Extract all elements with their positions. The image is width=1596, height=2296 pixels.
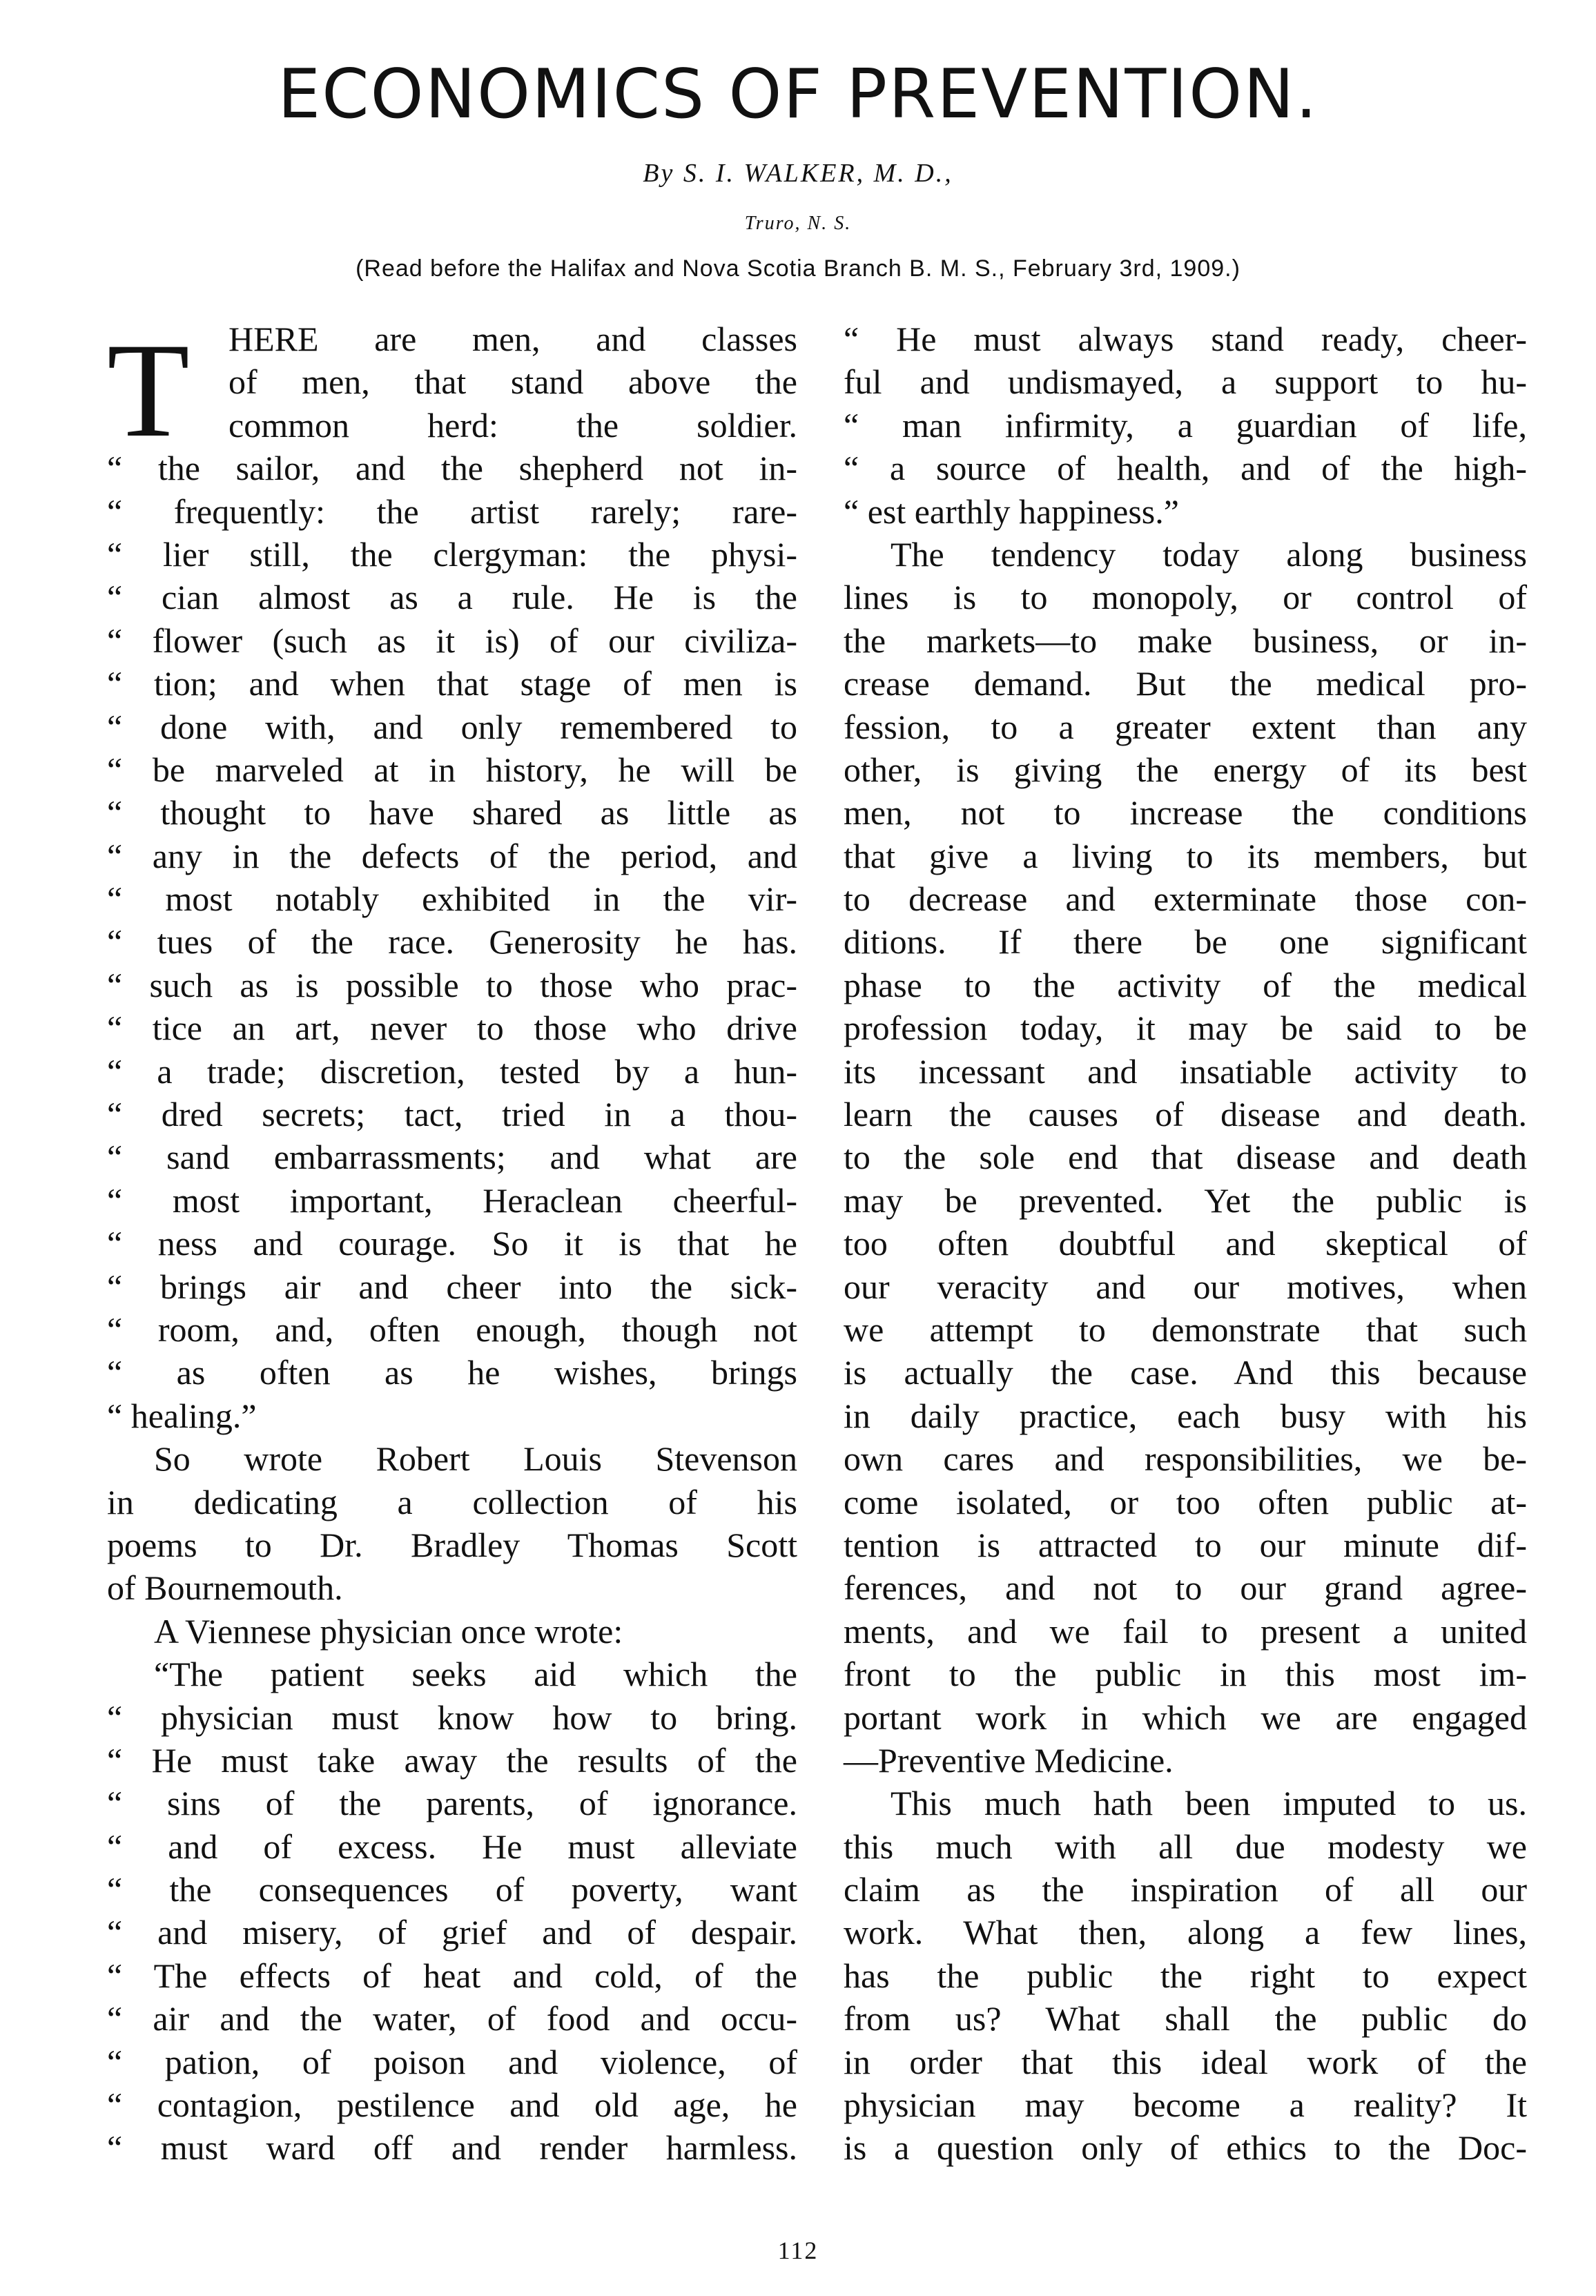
text-line: to the sole end that disease and death bbox=[844, 1138, 1527, 1177]
text-line: “ a trade; discretion, tested by a hun- bbox=[107, 1051, 797, 1091]
text-line: “ tice an art, never to those who drive bbox=[107, 1009, 797, 1048]
text-line: “ and of excess. He must alleviate bbox=[107, 1827, 797, 1866]
text-line: “The patient seeks aid which the bbox=[154, 1655, 797, 1694]
text-line: its incessant and insatiable activity to bbox=[844, 1051, 1527, 1091]
right-column bbox=[844, 318, 1527, 2170]
text-line: “ and misery, of grief and of despair. bbox=[107, 1913, 797, 1952]
text-line: phase to the activity of the medical bbox=[844, 965, 1527, 1004]
text-line: crease demand. But the medical pro- bbox=[844, 664, 1527, 703]
text-line: “ cian almost as a rule. He is the bbox=[107, 578, 797, 617]
text-line: is a question only of ethics to the Doc- bbox=[844, 2128, 1527, 2168]
drop-cap: T bbox=[107, 315, 190, 465]
text-line: profession today, it may be said to be bbox=[844, 1009, 1527, 1048]
text-line: “ lier still, the clergyman: the physi- bbox=[107, 534, 797, 574]
text-line: ditions. If there be one significant bbox=[844, 922, 1527, 962]
text-line: other, is giving the energy of its best bbox=[844, 750, 1527, 789]
text-line: “ The effects of heat and cold, of the bbox=[107, 1956, 797, 1995]
text-line: the markets—to make business, or in- bbox=[844, 621, 1527, 660]
text-line: “ He must take away the results of the bbox=[107, 1740, 797, 1780]
article-title: ECONOMICS OF PREVENTION. bbox=[278, 55, 1318, 134]
text-line: may be prevented. Yet the public is bbox=[844, 1180, 1527, 1220]
author-byline: By S. I. WALKER, M. D., bbox=[643, 159, 953, 188]
text-line: fession, to a greater extent than any bbox=[844, 707, 1527, 746]
text-line: “ done with, and only remembered to bbox=[107, 707, 797, 746]
text-line: ful and undismayed, a support to hu- bbox=[844, 362, 1527, 402]
text-line: too often doubtful and skeptical of bbox=[844, 1224, 1527, 1263]
text-line: “ contagion, pestilence and old age, he bbox=[107, 2085, 797, 2125]
text-line: ferences, and not to our grand agree- bbox=[844, 1568, 1527, 1608]
text-line: “ He must always stand ready, cheer- bbox=[844, 320, 1527, 358]
text-line: is actually the case. And this because bbox=[844, 1353, 1527, 1392]
text-line: “ pation, of poison and violence, of bbox=[107, 2042, 797, 2081]
text-line: lines is to monopoly, or control of bbox=[844, 578, 1527, 617]
page-number: 112 bbox=[777, 2237, 819, 2264]
text-line: “ air and the water, of food and occu- bbox=[107, 1999, 797, 2039]
text-line: “ any in the defects of the period, and bbox=[107, 836, 797, 875]
text-line: “ most notably exhibited in the vir- bbox=[107, 879, 797, 919]
text-line: —Preventive Medicine. bbox=[844, 1740, 1174, 1780]
text-line: “ such as is possible to those who prac- bbox=[107, 965, 797, 1004]
text-line: claim as the inspiration of all our bbox=[844, 1870, 1527, 1909]
text-line: “ a source of health, and of the high- bbox=[844, 449, 1527, 488]
text-line: our veracity and our motives, when bbox=[844, 1267, 1527, 1306]
text-line: common herd: the soldier. bbox=[228, 405, 797, 445]
text-line: front to the public in this most im- bbox=[844, 1655, 1527, 1694]
text-line: of men, that stand above the bbox=[228, 362, 797, 402]
text-line: “ physician must know how to bring. bbox=[107, 1697, 797, 1737]
text-line: “ must ward off and render harmless. bbox=[107, 2128, 797, 2168]
text-line: “ man infirmity, a guardian of life, bbox=[844, 405, 1527, 445]
text-line: “ sins of the parents, of ignorance. bbox=[107, 1784, 797, 1823]
text-line: “ frequently: the artist rarely; rare- bbox=[107, 492, 797, 531]
text-line: This much hath been imputed to us. bbox=[891, 1784, 1527, 1823]
text-line: poems to Dr. Bradley Thomas Scott bbox=[107, 1525, 797, 1564]
text-line: “ the consequences of poverty, want bbox=[107, 1870, 797, 1909]
text-line: “ flower (such as it is) of our civiliza- bbox=[107, 621, 797, 660]
text-line: “ brings air and cheer into the sick- bbox=[107, 1267, 797, 1306]
text-line: “ most important, Heraclean cheerful- bbox=[107, 1180, 797, 1220]
text-line: physician may become a reality? It bbox=[844, 2085, 1527, 2125]
text-line: The tendency today along business bbox=[891, 534, 1527, 574]
text-line: come isolated, or too often public at- bbox=[844, 1482, 1527, 1521]
text-line: “ as often as he wishes, brings bbox=[107, 1353, 797, 1392]
text-line: “ room, and, often enough, though not bbox=[107, 1310, 797, 1349]
text-line: “ tion; and when that stage of men is bbox=[107, 664, 797, 703]
text-line: A Viennese physician once wrote: bbox=[154, 1611, 623, 1651]
text-line: portant work in which we are engaged bbox=[844, 1697, 1527, 1737]
text-line: ments, and we fail to present a united bbox=[844, 1611, 1527, 1651]
text-line: So wrote Robert Louis Stevenson bbox=[154, 1439, 797, 1479]
text-line: that give a living to its members, but bbox=[844, 836, 1527, 875]
text-line: “ est earthly happiness.” bbox=[844, 492, 1179, 531]
text-line: “ tues of the race. Generosity he has. bbox=[107, 922, 797, 962]
text-line: has the public the right to expect bbox=[844, 1956, 1527, 1995]
text-line: to decrease and exterminate those con- bbox=[844, 879, 1527, 919]
text-line: in daily practice, each busy with his bbox=[844, 1396, 1527, 1435]
author-location: Truro, N. S. bbox=[744, 213, 852, 234]
text-line: tention is attracted to our minute dif- bbox=[844, 1525, 1527, 1564]
text-line: from us? What shall the public do bbox=[844, 1999, 1527, 2039]
text-line: “ sand embarrassments; and what are bbox=[107, 1138, 797, 1177]
text-line: in dedicating a collection of his bbox=[107, 1482, 797, 1521]
text-line: “ healing.” bbox=[107, 1396, 257, 1435]
reading-note: (Read before the Halifax and Nova Scotia Branch B. M. S., February 3rd, 1909.) bbox=[356, 255, 1240, 282]
text-line: “ the sailor, and the shepherd not in- bbox=[107, 449, 797, 488]
text-line: “ ness and courage. So it is that he bbox=[107, 1224, 797, 1263]
text-line: men, not to increase the conditions bbox=[844, 793, 1527, 833]
text-line: “ dred secrets; tact, tried in a thou- bbox=[107, 1095, 797, 1134]
text-line: learn the causes of disease and death. bbox=[844, 1095, 1527, 1134]
left-column bbox=[107, 315, 797, 2170]
text-line: this much with all due modesty we bbox=[844, 1827, 1527, 1866]
text-line: own cares and responsibilities, we be- bbox=[844, 1439, 1527, 1479]
text-line: HERE are men, and classes bbox=[228, 320, 797, 358]
text-line: we attempt to demonstrate that such bbox=[844, 1310, 1527, 1349]
text-line: work. What then, along a few lines, bbox=[844, 1913, 1527, 1952]
text-line: “ be marveled at in history, he will be bbox=[107, 750, 797, 789]
text-line: in order that this ideal work of the bbox=[844, 2042, 1527, 2081]
text-line: “ thought to have shared as little as bbox=[107, 793, 797, 833]
text-line: of Bournemouth. bbox=[107, 1568, 343, 1608]
